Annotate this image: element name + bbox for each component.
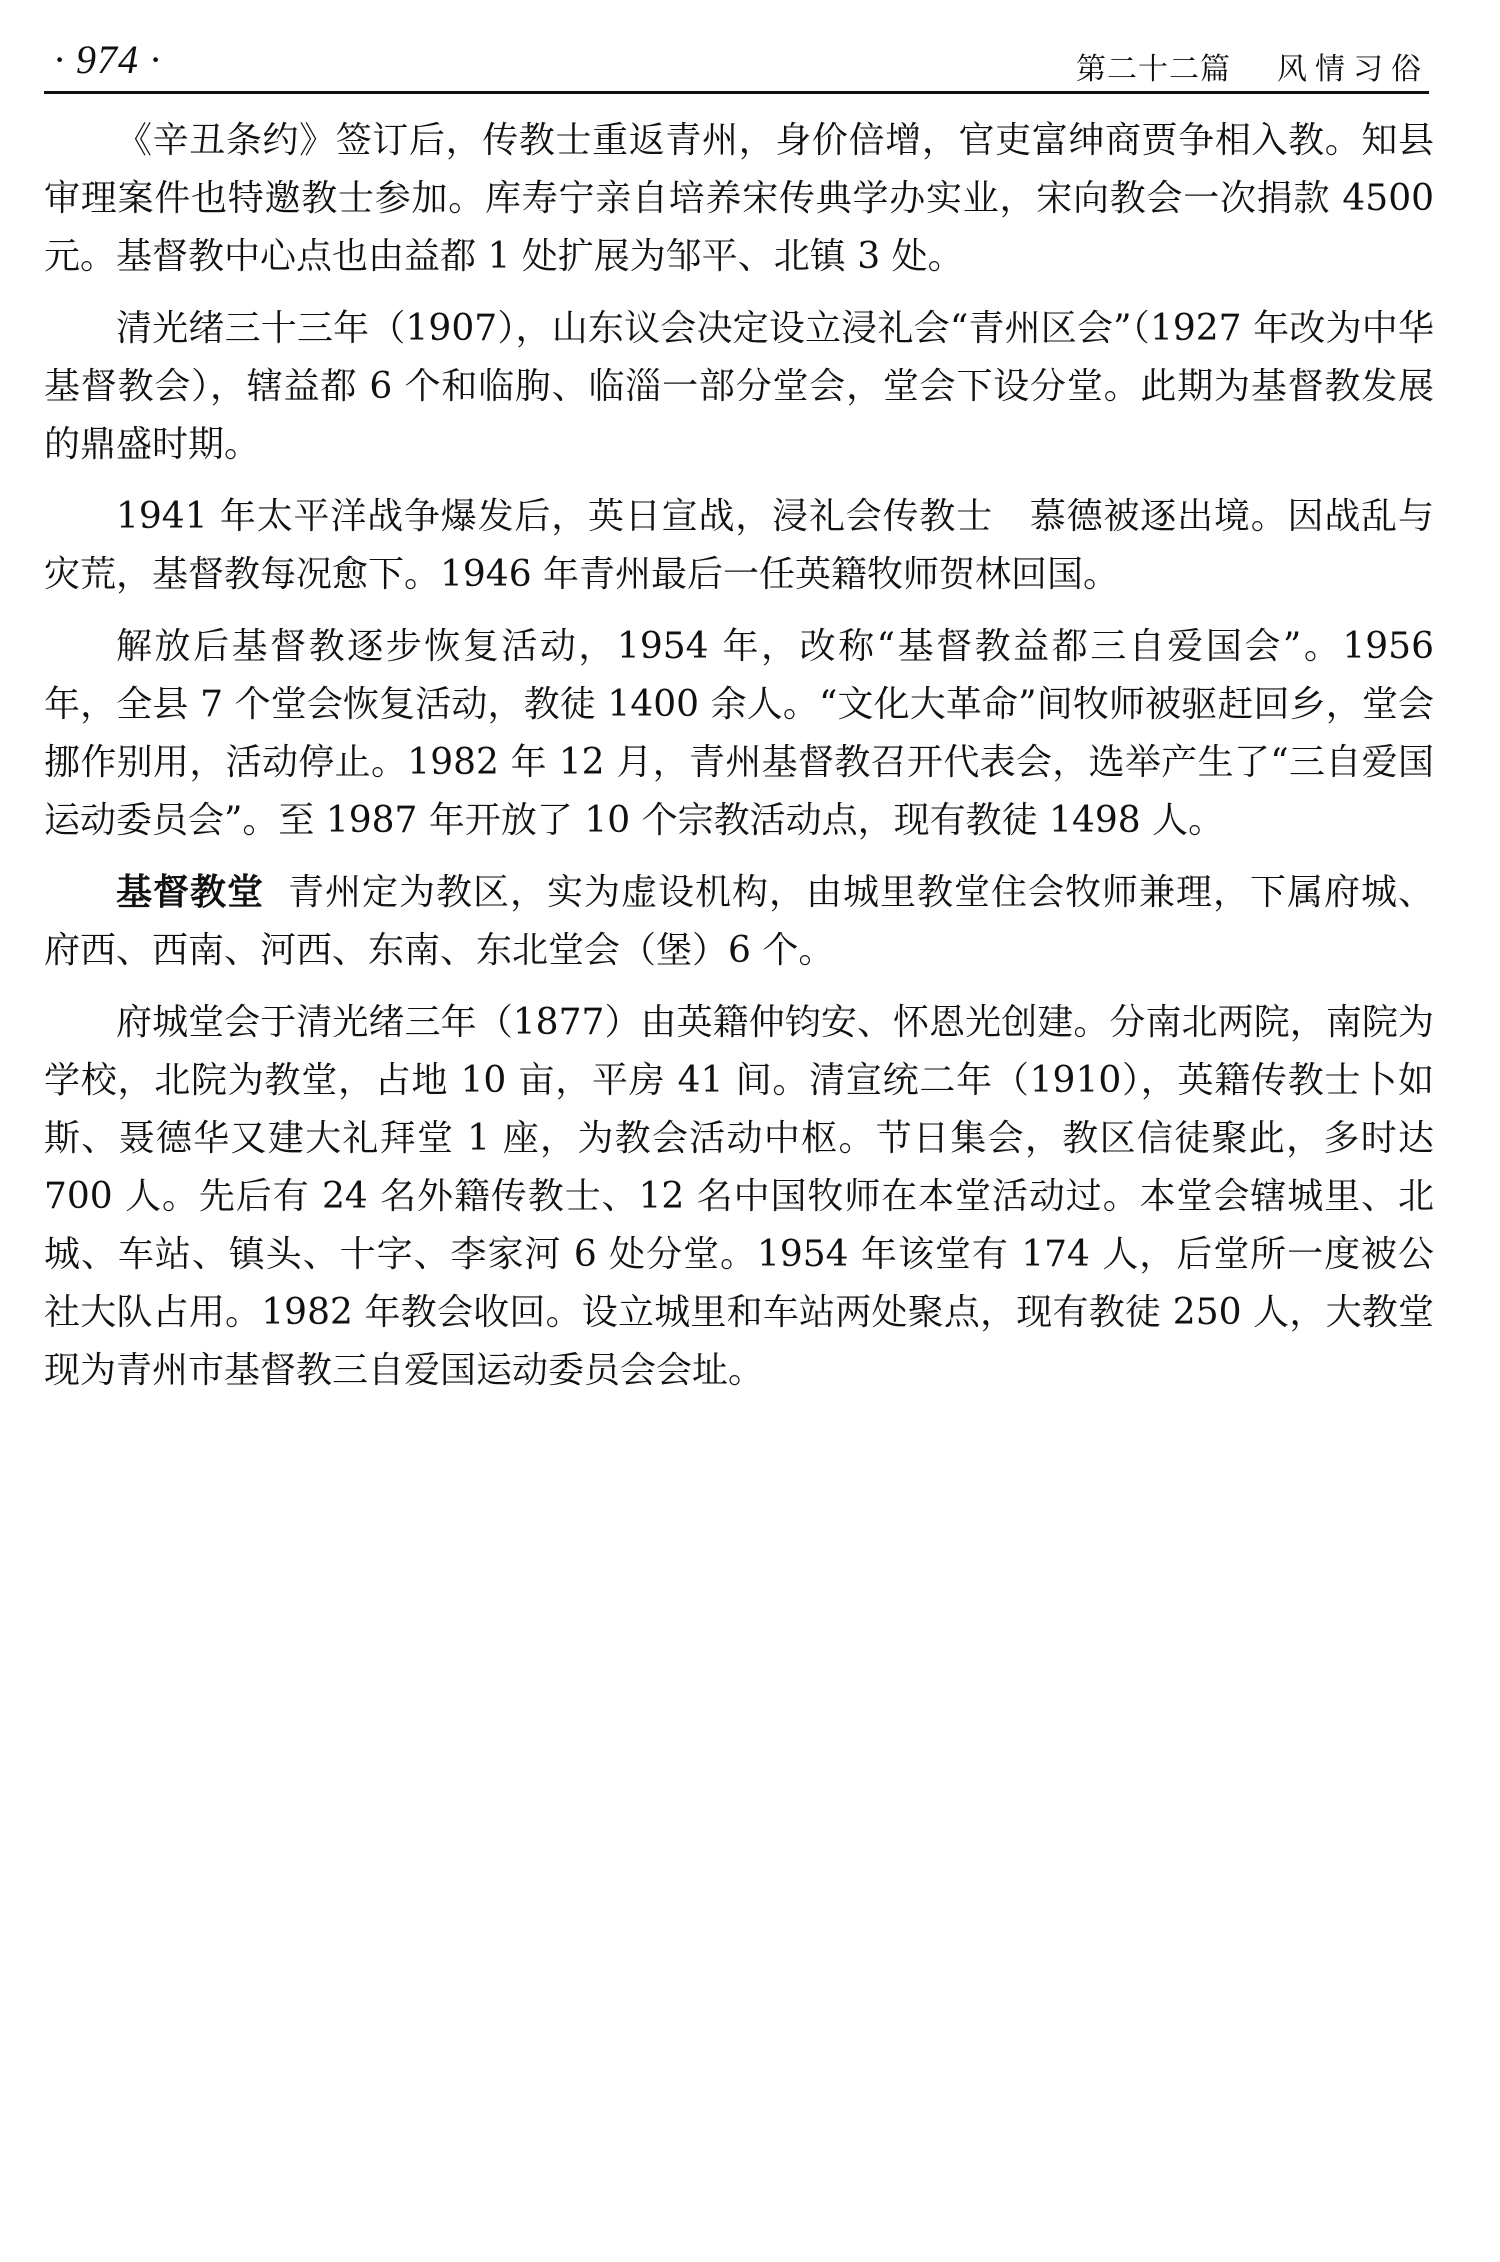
header-rule <box>44 91 1429 94</box>
section-text: 青州定为教区，实为虚设机构，由城里教堂住会牧师兼理，下属府城、府西、西南、河西、东南、东北堂会（堡）6 个。 <box>44 872 1434 971</box>
paragraph: 1941 年太平洋战争爆发后，英日宣战，浸礼会传教士 慕德被逐出境。因战乱与灾荒，基督教每况愈下。1946 年青州最后一任英籍牧师贺林回国。 <box>44 496 1434 595</box>
page-number: · 974 · <box>54 37 161 82</box>
paragraph: 清光绪三十三年（1907），山东议会决定设立浸礼会“青州区会”（1927 年改为中华基督教会），辖益都 6 个和临朐、临淄一部分堂会，堂会下设分堂。此期为基督教发展的鼎盛时期。 <box>44 308 1434 465</box>
section-paragraph <box>44 864 1434 980</box>
paragraph: 《辛丑条约》签订后，传教士重返青州，身价倍增，官吏富绅商贾争相入教。知县审理案件也特邀教士参加。库寿宁亲自培养宋传典学办实业，宋向教会一次捐款 4500 元。基督教中心点也由益都 1 处扩展为邹平、北镇 3 处。 <box>44 120 1434 277</box>
topic-label: 风情习俗 <box>1277 52 1429 87</box>
paragraph: 解放后基督教逐步恢复活动，1954 年，改称“基督教益都三自爱国会”。1956 年，全县 7 个堂会恢复活动，教徒 1400 余人。“文化大革命”间牧师被驱赶回乡，堂会挪作别用，活动停止。1982 年 12 月，青州基督教召开代表会，选举产生了“三自爱国运动委员会”。至 1987 年开放了 10 个宗教活动点，现有教徒 1498 人。 <box>44 626 1434 841</box>
body-text <box>44 112 1434 1414</box>
paragraph: 府城堂会于清光绪三年（1877）由英籍仲钧安、怀恩光创建。分南北两院，南院为学校，北院为教堂，占地 10 亩，平房 41 间。清宣统二年（1910），英籍传教士卜如斯、聂德华又建大礼拜堂 1 座，为教会活动中枢。节日集会，教区信徒聚此，多时达 700 人。先后有 24 名外籍传教士、12 名中国牧师在本堂活动过。本堂会辖城里、北城、车站、镇头、十字、李家河 6 处分堂。1954 年该堂有 174 人，后堂所一度被公社大队占用。1982 年教会收回。设立城里和车站两处聚点，现有教徒 250 人，大教堂现为青州市基督教三自爱国运动委员会会址。 <box>44 1002 1434 1391</box>
running-header <box>1076 44 1429 88</box>
page-header <box>44 26 1429 90</box>
chapter-label: 第二十二篇 <box>1076 52 1231 87</box>
section-heading: 基督教堂 <box>116 872 264 913</box>
